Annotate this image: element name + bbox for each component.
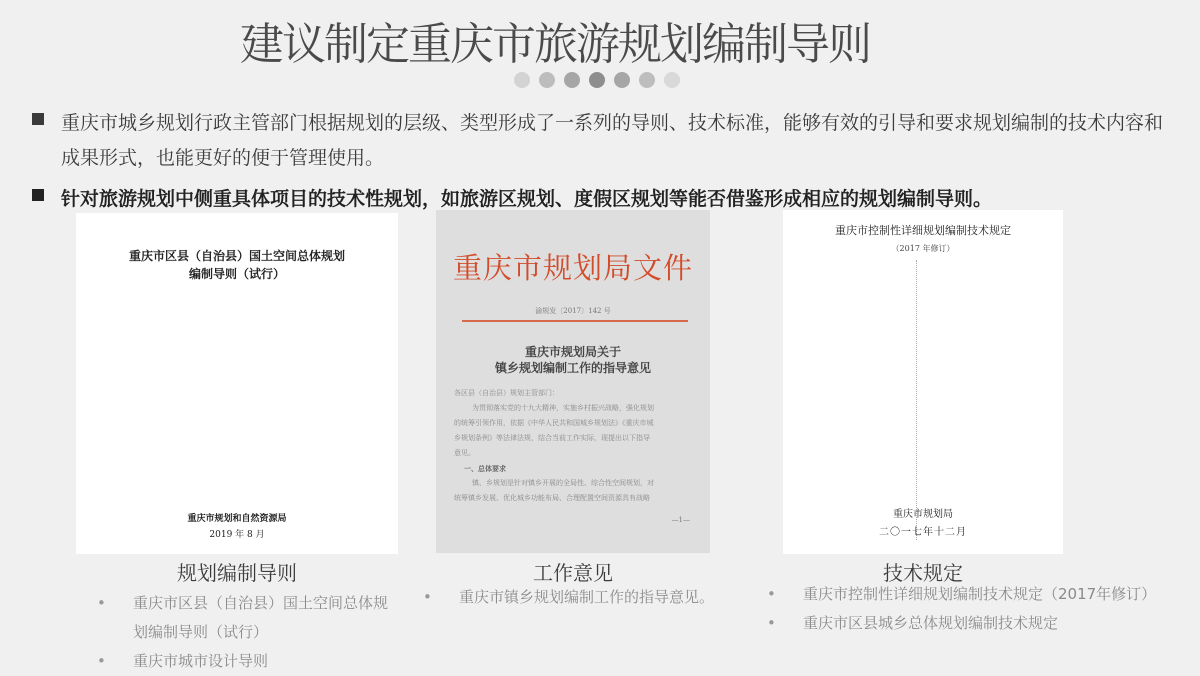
doc-body-line: 各区县（自治县）规划主管部门： <box>454 389 559 397</box>
square-bullet-icon <box>32 189 44 201</box>
red-divider <box>462 320 688 322</box>
doc-body-line: 为贯彻落实党的十九大精神，实施乡村振兴战略，强化规划 <box>472 404 654 412</box>
guidelines-list <box>97 589 397 676</box>
doc-section-heading: 一、总体要求 <box>464 464 506 473</box>
caption-technical-rules: 技术规定 <box>883 561 963 585</box>
bullet-text: 针对旅游规划中侧重具体项目的技术性规划，如旅游区规划、度假区规划等能否借鉴形成相应的规划编制导则。 <box>61 188 993 210</box>
page-dot-active[interactable] <box>589 72 605 88</box>
doc-subtitle: 镇乡规划编制工作的指导意见 <box>494 361 651 375</box>
doc-title: 重庆市区县（自治县）国土空间总体规划 <box>128 249 345 263</box>
doc-body <box>454 386 694 506</box>
slide-title: 建议制定重庆市旅游规划编制导则 <box>240 19 870 70</box>
doc-page-mark: —1— <box>671 516 690 524</box>
list-item: • 重庆市区县（自治县）国土空间总体规划编制导则（试行） <box>97 589 397 647</box>
caption-opinion: 工作意见 <box>533 561 613 585</box>
list-item: • 重庆市城市设计导则 <box>97 647 397 676</box>
doc-edition: （2017 年修订） <box>891 244 955 253</box>
doc-title: 编制导则（试行） <box>188 267 285 281</box>
page-dot[interactable] <box>639 72 655 88</box>
doc-title: 重庆市控制性详细规划编制技术规定 <box>835 224 1011 237</box>
square-bullet-icon <box>32 113 44 125</box>
fold-line <box>916 260 918 540</box>
doc-body-line: 的统筹引领作用，依据《中华人民共和国城乡规划法》《重庆市城 <box>454 419 654 427</box>
pagination-dots[interactable] <box>514 72 680 88</box>
doc-date: 2019 年 8 月 <box>209 530 265 540</box>
list-item: • 重庆市区县城乡总体规划编制技术规定 <box>767 609 1187 638</box>
doc-issuer: 重庆市规划局 <box>893 509 953 520</box>
doc-body-line: 镇、乡规划是针对镇乡开展的全局性、综合性空间规划，对 <box>472 479 654 487</box>
bullet-text: 重庆市城乡规划行政主管部门根据规划的层级、类型形成了一系列的导则、技术标准，能够有效的引导和要求规划编制的技术内容和成果形式，也能更好的便于管理使用。 <box>61 112 1164 169</box>
doc-body-line: 乡规划条例》等法律法规，结合当前工作实际，现提出以下指导 <box>454 434 650 442</box>
doc-issuer: 重庆市规划和自然资源局 <box>187 514 287 524</box>
opinion-list <box>423 583 753 612</box>
page-dot[interactable] <box>564 72 580 88</box>
caption-guidelines: 规划编制导则 <box>177 561 297 585</box>
page-dot[interactable] <box>664 72 680 88</box>
page-dot[interactable] <box>514 72 530 88</box>
doc-red-header: 重庆市规划局文件 <box>452 251 693 285</box>
technical-rules-list <box>767 580 1187 638</box>
doc-body-line: 意见。 <box>454 449 475 457</box>
doc-subtitle: 重庆市规划局关于 <box>524 345 621 359</box>
doc-date: 二〇一七年十二月 <box>879 527 967 538</box>
page-dot[interactable] <box>614 72 630 88</box>
doc-body-line: 统筹镇乡发展、优化城乡功能布局、合理配置空间资源具有战略 <box>454 494 650 502</box>
page-dot[interactable] <box>539 72 555 88</box>
list-item: • 重庆市控制性详细规划编制技术规定（2017年修订） <box>767 580 1187 609</box>
document-image-technical-rules <box>783 210 1063 554</box>
doc-number: 渝规发〔2017〕142 号 <box>535 307 611 315</box>
document-image-guidelines <box>76 213 398 554</box>
list-item: • 重庆市镇乡规划编制工作的指导意见。 <box>423 583 753 612</box>
document-image-opinion <box>436 210 710 553</box>
